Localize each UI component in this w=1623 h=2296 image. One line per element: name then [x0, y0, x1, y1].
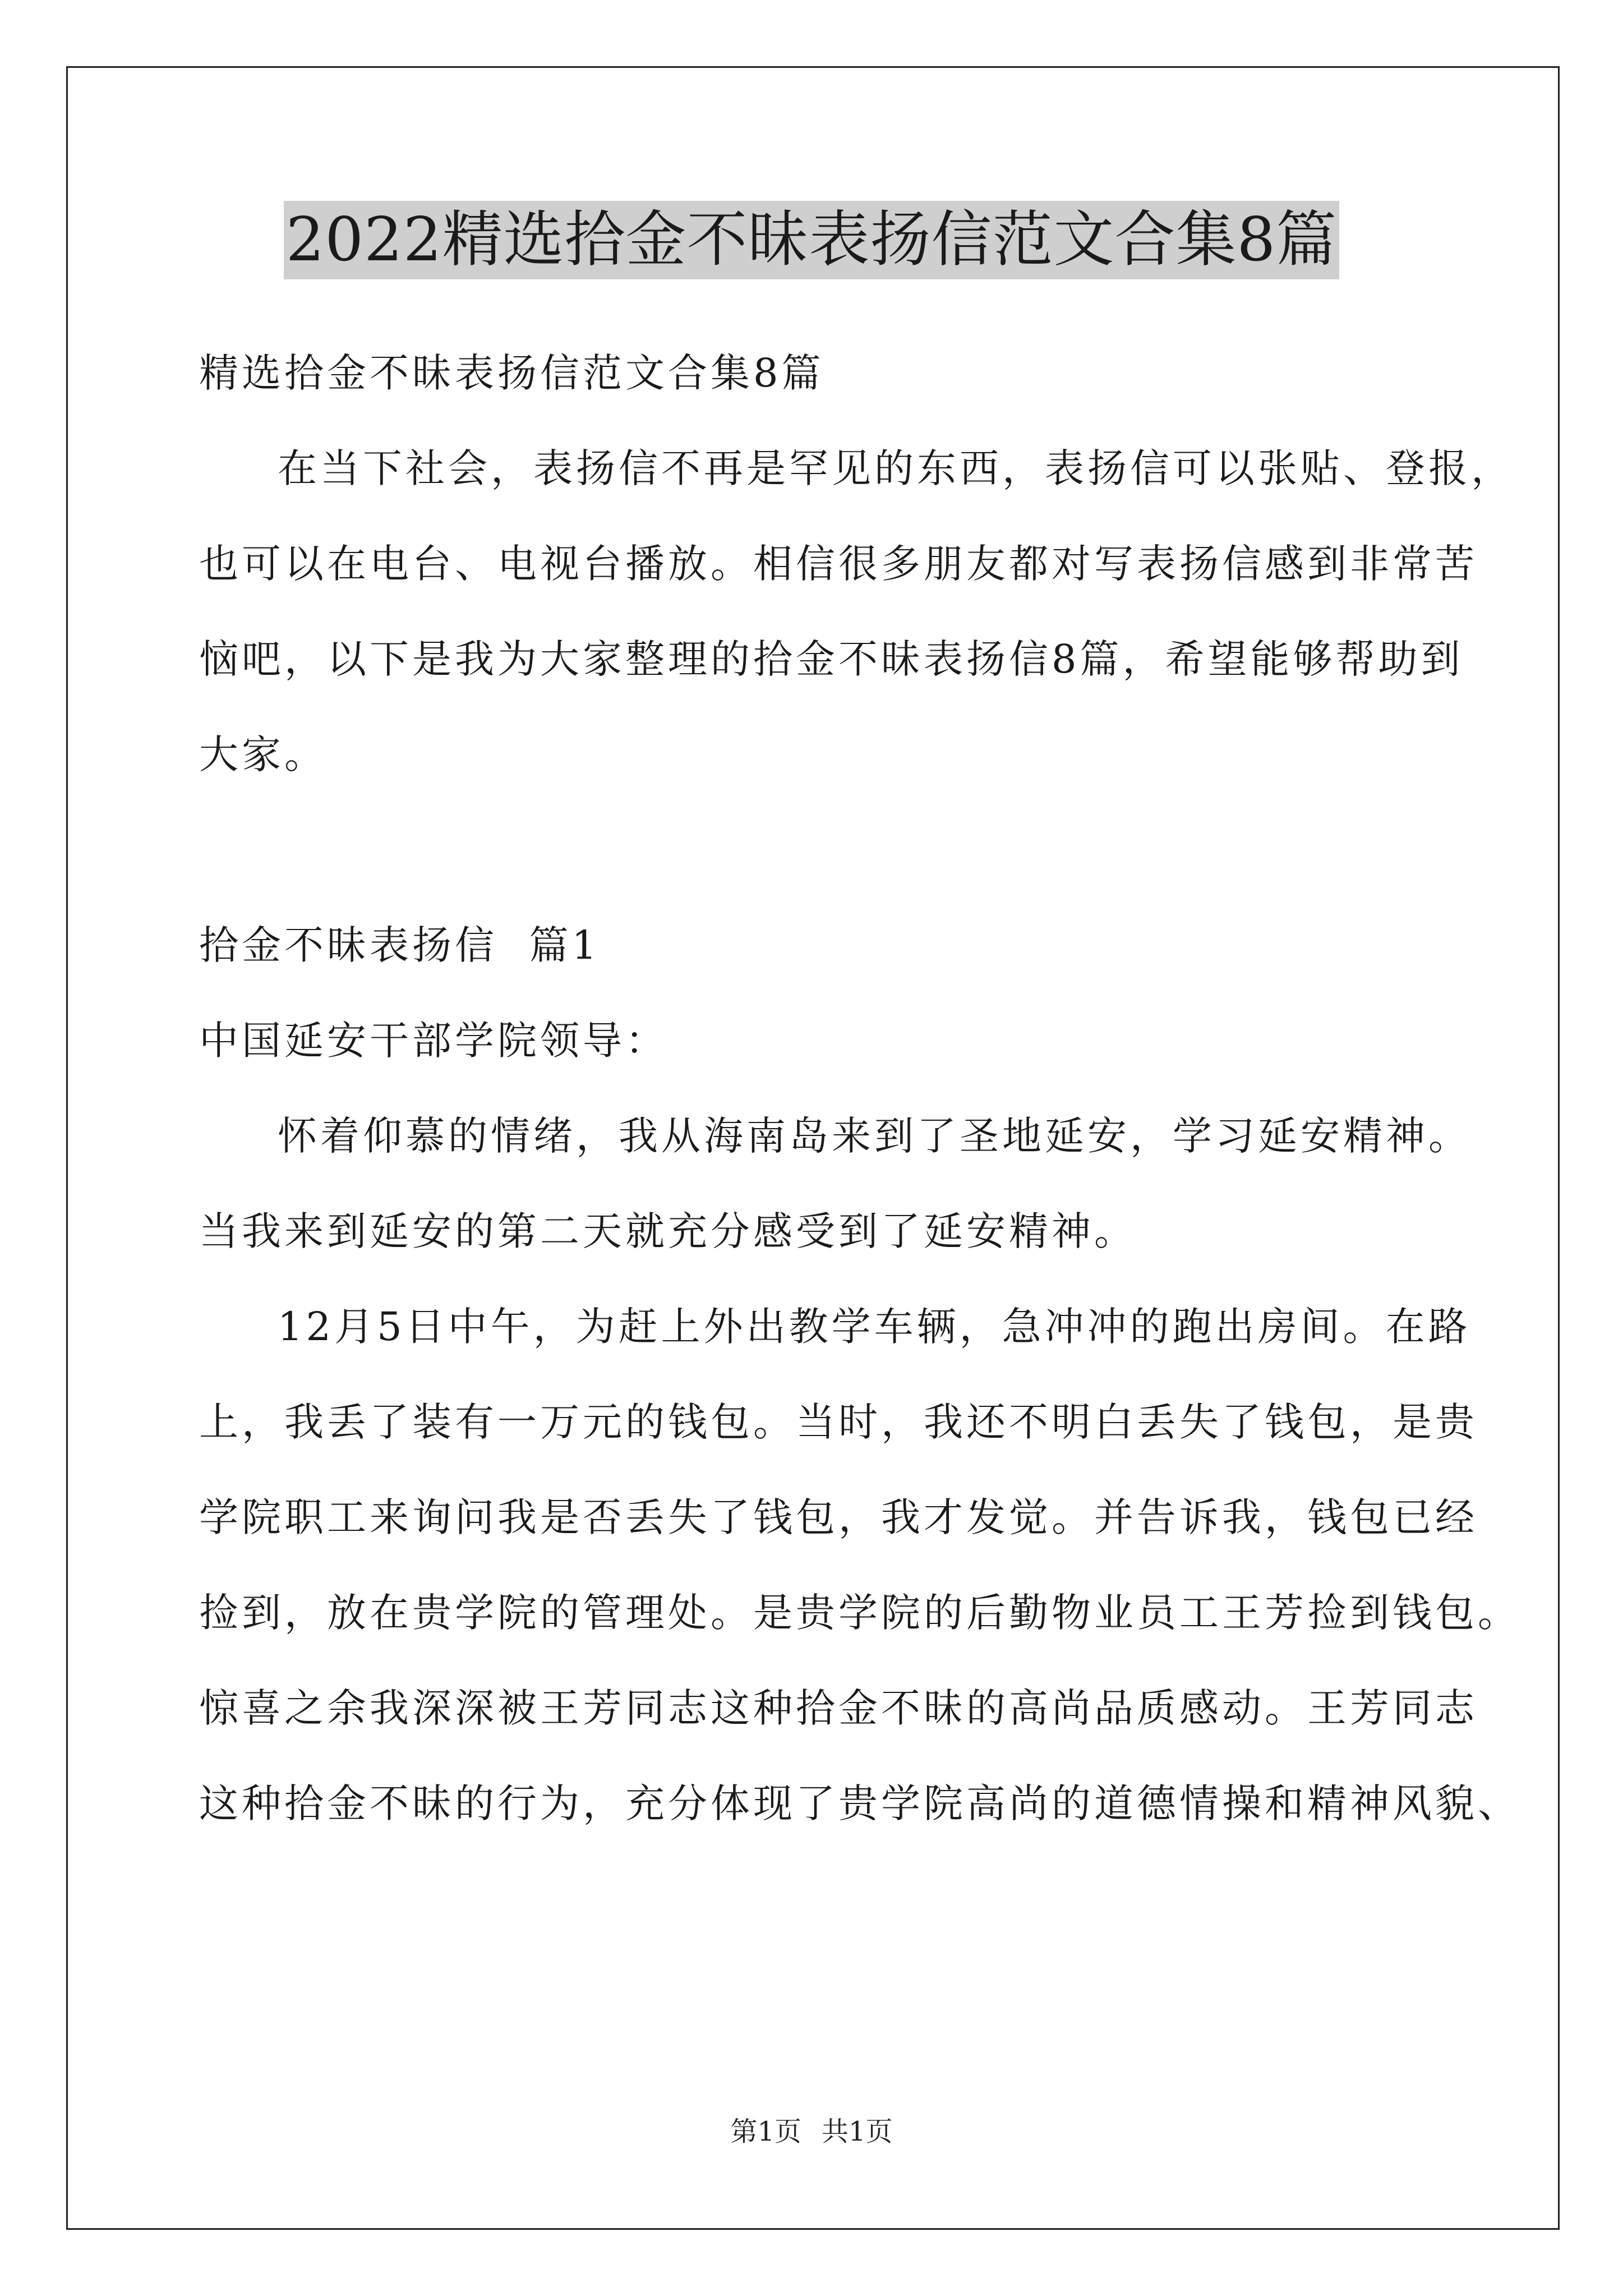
paragraph-line: 这种拾金不昧的行为，充分体现了贵学院高尚的道德情操和精神风貌、 [199, 1780, 1520, 1826]
intro-line: 在当下社会，表扬信不再是罕见的东西，表扬信可以张贴、登报， [278, 445, 1514, 491]
paragraph-line: 学院职工来询问我是否丢失了钱包，我才发觉。并告诉我，钱包已经 [199, 1494, 1478, 1540]
title-wrapper [0, 201, 1623, 279]
paragraph-line: 12月5日中午，为赶上外出教学车辆，急冲冲的跑出房间。在路 [278, 1304, 1471, 1350]
paragraph-line: 捡到，放在贵学院的管理处。是贵学院的后勤物业员工王芳捡到钱包。 [199, 1590, 1520, 1636]
intro-line: 恼吧，以下是我为大家整理的拾金不昧表扬信8篇，希望能够帮助到 [199, 636, 1464, 682]
intro-line: 也可以在电台、电视台播放。相信很多朋友都对写表扬信感到非常苦 [199, 541, 1478, 587]
page-number: 第1页 [730, 2116, 801, 2147]
document-title: 2022精选拾金不昧表扬信范文合集8篇 [284, 201, 1340, 279]
page-footer [0, 2115, 1623, 2148]
paragraph-line: 怀着仰慕的情绪，我从海南岛来到了圣地延安，学习延安精神。 [278, 1113, 1471, 1159]
document-subtitle: 精选拾金不昧表扬信范文合集8篇 [199, 350, 824, 396]
paragraph-line: 惊喜之余我深深被王芳同志这种拾金不昧的高尚品质感动。王芳同志 [199, 1685, 1478, 1731]
paragraph-line: 上，我丢了装有一万元的钱包。当时，我还不明白丢失了钱包，是贵 [199, 1399, 1478, 1445]
document-body [199, 325, 1520, 1851]
page-total: 共1页 [822, 2116, 893, 2147]
intro-line: 大家。 [199, 731, 327, 777]
paragraph-line: 当我来到延安的第二天就充分感受到了延安精神。 [199, 1208, 1137, 1254]
section-spacer [199, 802, 1427, 898]
section-heading: 拾金不昧表扬信 篇1 [199, 922, 601, 968]
salutation: 中国延安干部学院领导： [199, 1018, 668, 1064]
